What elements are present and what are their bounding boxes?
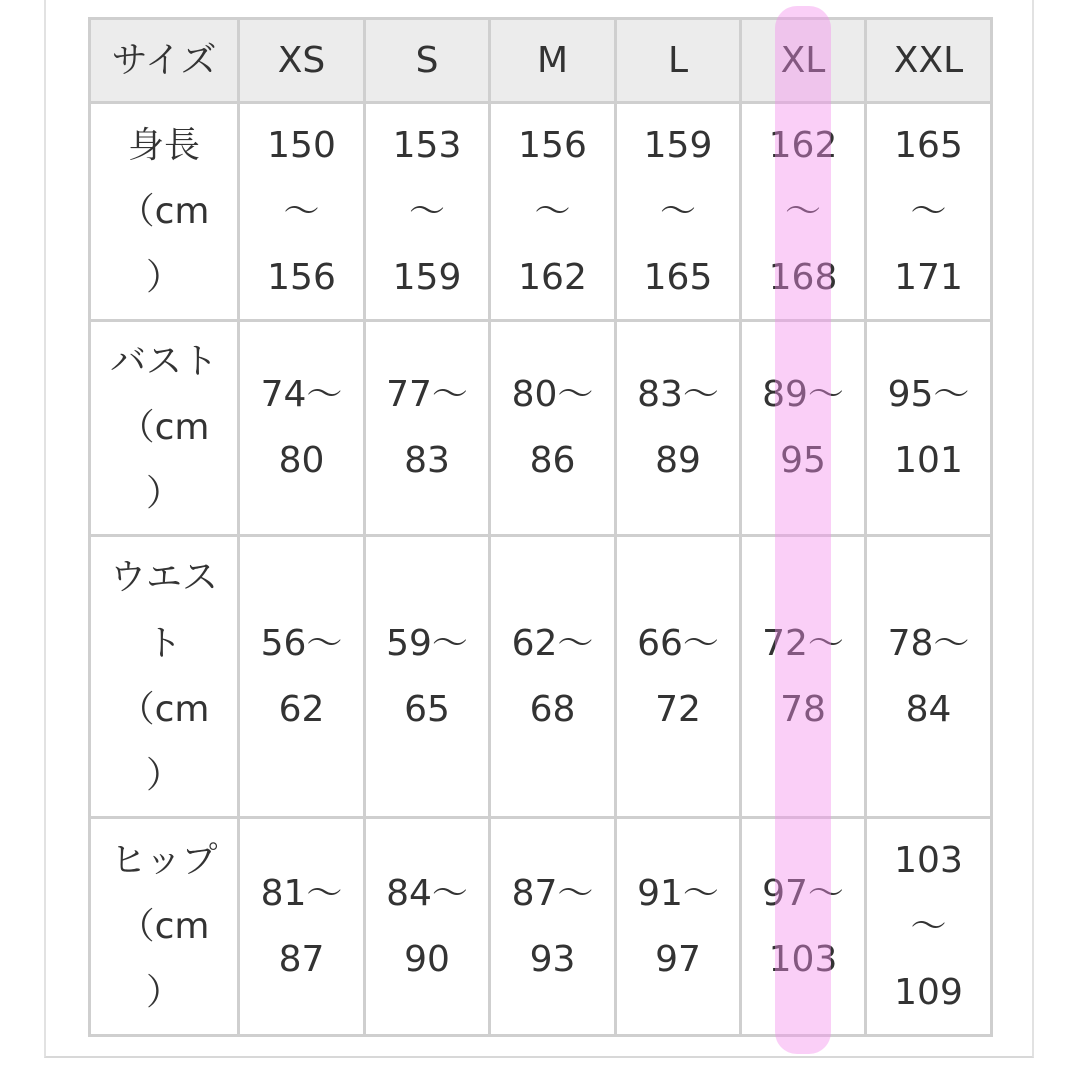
cell-line: 65 xyxy=(404,688,450,730)
row-label-line: （cm xyxy=(118,407,210,448)
cell-line: 159 xyxy=(392,256,462,298)
table-cell xyxy=(365,536,490,818)
cell-line: 95〜 xyxy=(887,374,970,415)
cell-line: 62〜 xyxy=(511,622,594,664)
table-cell xyxy=(741,536,866,818)
table-cell xyxy=(866,103,992,321)
cell-line: 77〜 xyxy=(386,374,468,415)
cell-line: 66〜 xyxy=(637,622,719,664)
table-cell xyxy=(239,103,365,321)
row-label-line: （cm xyxy=(118,905,210,947)
table-cell xyxy=(490,321,616,536)
cell-line: 86 xyxy=(529,440,576,481)
cell-line: 101 xyxy=(894,440,963,481)
table-cell xyxy=(239,321,365,536)
cell-line: 80 xyxy=(278,440,325,481)
cell-line: 156 xyxy=(518,124,587,166)
header-cell-m: M xyxy=(490,19,616,103)
cell-line: 162 xyxy=(768,124,838,166)
cell-line: 156 xyxy=(267,256,336,298)
cell-line: 90 xyxy=(404,938,450,980)
cell-line: 95 xyxy=(780,440,826,481)
table-cell xyxy=(866,321,992,536)
cell-line: 〜 xyxy=(910,190,947,232)
table-cell xyxy=(616,536,741,818)
row-label-line: ） xyxy=(145,256,182,298)
table-cell xyxy=(616,321,741,536)
cell-line: 103 xyxy=(768,938,838,980)
header-cell-xl: XL xyxy=(741,19,866,103)
cell-line: 〜 xyxy=(659,190,696,232)
row-label-line: ト xyxy=(145,622,182,664)
cell-line: 84 xyxy=(905,688,952,730)
cell-line: 87 xyxy=(278,938,325,980)
cell-line: 93 xyxy=(529,938,576,980)
cell-line: 109 xyxy=(894,971,963,1013)
table-cell xyxy=(239,536,365,818)
row-label-line: ） xyxy=(145,971,182,1013)
table-cell xyxy=(365,818,490,1036)
cell-line: 〜 xyxy=(534,190,571,232)
cell-line: 83〜 xyxy=(637,374,719,415)
table-header-row xyxy=(90,19,992,103)
table-cell xyxy=(490,536,616,818)
cell-line: 〜 xyxy=(910,905,947,947)
cell-line: 84〜 xyxy=(386,872,468,914)
cell-line: 89〜 xyxy=(762,374,844,415)
header-cell-size: サイズ xyxy=(90,19,239,103)
row-label-line: バスト xyxy=(109,341,218,382)
cell-line: 150 xyxy=(267,124,336,166)
cell-line: 97 xyxy=(655,938,701,980)
cell-line: 165 xyxy=(643,256,713,298)
cell-line: 162 xyxy=(518,256,587,298)
cell-line: 74〜 xyxy=(260,374,343,415)
cell-line: 83 xyxy=(404,440,450,481)
cell-line: 78〜 xyxy=(887,622,970,664)
row-label-hip xyxy=(90,818,239,1036)
table-row-height xyxy=(90,103,992,321)
table-cell xyxy=(741,818,866,1036)
cell-line: 91〜 xyxy=(637,872,719,914)
header-cell-xs: XS xyxy=(239,19,365,103)
cell-line: 81〜 xyxy=(260,872,343,914)
cell-line: 〜 xyxy=(408,190,445,232)
cell-line: 80〜 xyxy=(511,374,594,415)
cell-line: 59〜 xyxy=(386,622,468,664)
cell-line: 72 xyxy=(655,688,701,730)
table-cell xyxy=(365,321,490,536)
cell-line: 153 xyxy=(392,124,462,166)
cell-line: 103 xyxy=(894,839,963,881)
cell-line: 165 xyxy=(894,124,963,166)
table-cell xyxy=(616,818,741,1036)
cell-line: 159 xyxy=(643,124,713,166)
table-cell xyxy=(741,103,866,321)
cell-line: 168 xyxy=(768,256,838,298)
table-cell xyxy=(741,321,866,536)
cell-line: 78 xyxy=(780,688,826,730)
cell-line: 97〜 xyxy=(762,872,844,914)
row-label-line: （cm xyxy=(118,190,210,232)
cell-line: 87〜 xyxy=(511,872,594,914)
row-label-line: ） xyxy=(145,754,182,796)
table-cell xyxy=(866,818,992,1036)
table-row-waist xyxy=(90,536,992,818)
cell-line: 68 xyxy=(529,688,576,730)
table-row-bust xyxy=(90,321,992,536)
cell-line: 171 xyxy=(894,256,963,298)
table-row-hip xyxy=(90,818,992,1036)
row-label-line: ） xyxy=(145,473,182,514)
table-cell xyxy=(616,103,741,321)
cell-line: 62 xyxy=(278,688,325,730)
table-cell xyxy=(239,818,365,1036)
row-label-line: ウエス xyxy=(109,556,218,598)
table-cell xyxy=(866,536,992,818)
row-label-line: （cm xyxy=(118,688,210,730)
row-label-line: ヒップ xyxy=(110,839,218,881)
cell-line: 56〜 xyxy=(260,622,343,664)
row-label-bust xyxy=(90,321,239,536)
cell-line: 〜 xyxy=(784,190,821,232)
table-cell xyxy=(490,818,616,1036)
cell-line: 89 xyxy=(655,440,701,481)
cell-line: 72〜 xyxy=(762,622,844,664)
row-label-waist xyxy=(90,536,239,818)
row-label-height xyxy=(90,103,239,321)
row-label-line: 身長 xyxy=(127,124,200,166)
table-cell xyxy=(365,103,490,321)
header-cell-s: S xyxy=(365,19,490,103)
header-cell-l: L xyxy=(616,19,741,103)
table-cell xyxy=(490,103,616,321)
header-cell-xxl: XXL xyxy=(866,19,992,103)
size-chart-table xyxy=(88,17,993,1037)
cell-line: 〜 xyxy=(283,190,320,232)
